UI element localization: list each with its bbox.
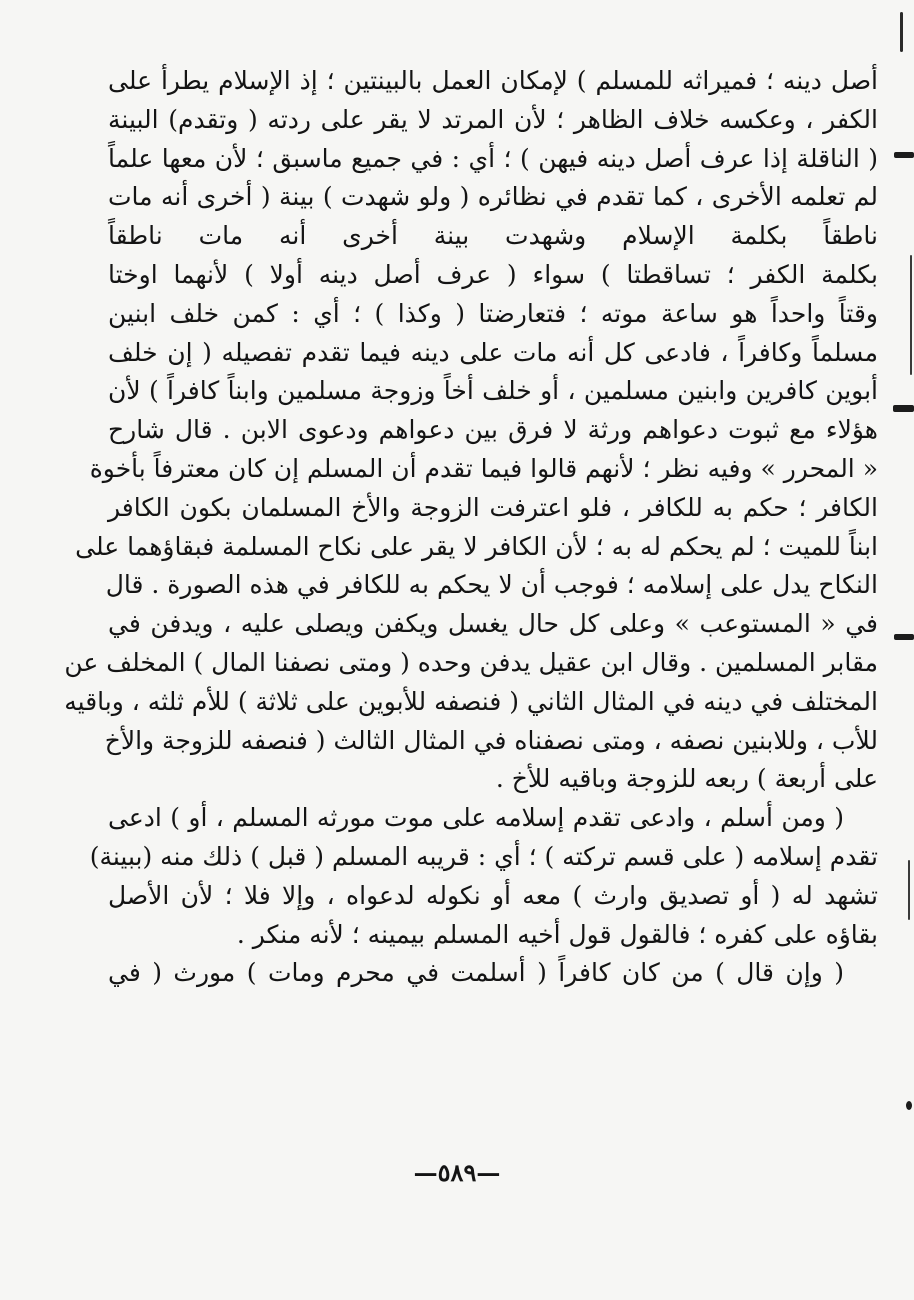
text-line: هؤلاء مع ثبوت دعواهم ورثة لا فرق بين دعواهم ودعوى الابن . قال شارح (108, 415, 878, 445)
document-body (64, 62, 878, 993)
scan-mark (906, 1101, 912, 1110)
text-line: لم تعلمه الأخرى ، كما تقدم في نظائره ( ولو شهدت ) بينة ( أخرى أنه مات (108, 182, 878, 212)
text-line: النكاح يدل على إسلامه ؛ فوجب أن لا يحكم به للكافر في هذه الصورة . قال (105, 570, 878, 600)
scan-mark (908, 860, 910, 920)
text-line: ( ومن أسلم ، وادعى تقدم إسلامه على موت مورثه المسلم ، أو ) ادعى (108, 803, 844, 833)
text-line: مسلماً وكافراً ، فادعى كل أنه مات على دينه فيما تقدم تفصيله ( إن خلف (108, 337, 878, 367)
text-line: المختلف في دينه في المثال الثاني ( فنصفه للأبوين على ثلاثة ) للأم ثلثه ، وباقيه (64, 686, 878, 716)
text-line: في « المستوعب » وعلى كل حال يغسل ويكفن ويصلى عليه ، ويدفن في (108, 609, 878, 639)
text-line: للأب ، وللابنين نصفه ، ومتى نصفناه في المثال الثالث ( فنصفه للزوجة والأخ (104, 725, 878, 755)
text-line: ( الناقلة إذا عرف أصل دينه فيهن ) ؛ أي : في جميع ماسبق ؛ لأن معها علماً (108, 143, 878, 173)
text-line: مقابر المسلمين . وقال ابن عقيل يدفن وحده ( ومتى نصفنا المال ) المخلف عن (64, 647, 878, 677)
scan-mark (894, 634, 914, 640)
text-line: ( وإن قال ) من كان كافراً ( أسلمت في محرم ومات ) مورث ( في (108, 958, 844, 988)
text-line: أبوين كافرين وابنين مسلمين ، أو خلف أخاً وزوجة مسلمين وابناً كافراً ) لأن (108, 376, 878, 406)
text-line: تقدم إسلامه ( على قسم تركته ) ؛ أي : قريبه المسلم ( قبل ) ذلك منه (ببينة) (89, 841, 878, 871)
scan-mark (894, 152, 914, 158)
text-line: على أربعة ) ربعه للزوجة وباقيه للأخ . (495, 764, 878, 794)
text-line: « المحرر » وفيه نظر ؛ لأنهم قالوا فيما تقدم أن المسلم إن كان معترفاً بأخوة (89, 453, 878, 483)
text-line: وقتاً واحداً هو ساعة موته ؛ فتعارضتا ( وكذا ) ؛ أي : كمن خلف ابنين (108, 298, 878, 328)
text-line: بقاؤه على كفره ؛ فالقول قول أخيه المسلم بيمينه ؛ لأنه منكر . (236, 919, 878, 949)
text-line: ناطقاً بكلمة الإسلام وشهدت بينة أخرى أنه مات ناطقاً (108, 221, 878, 251)
text-line: الكفر ، وعكسه خلاف الظاهر ؛ لأن المرتد لا يقر على ردته ( وتقدم) البينة (108, 104, 878, 134)
scan-mark (893, 405, 914, 412)
text-line: أصل دينه ؛ فميراثه للمسلم ) لإمكان العمل بالبينتين ؛ إذ الإسلام يطرأ على (108, 66, 878, 95)
scan-mark (910, 255, 912, 375)
text-line: تشهد له ( أو تصديق وارث ) معه أو نكوله لدعواه ، وإلا فلا ؛ لأن الأصل (108, 880, 878, 910)
text-line: الكافر ؛ حكم به للكافر ، فلو اعترفت الزوجة والأخ المسلمان بكون الكافر (108, 492, 878, 522)
page-number: —٥٨٩— (413, 1158, 501, 1187)
text-line: ابناً للميت ؛ لم يحكم له به ؛ لأن الكافر لا يقر على نكاح المسلمة فبقاؤهما على (75, 531, 878, 561)
scan-mark (900, 12, 903, 52)
text-line: بكلمة الكفر ؛ تساقطتا ) سواء ( عرف أصل دينه أولا ) لأنهما اوختا (108, 259, 878, 289)
